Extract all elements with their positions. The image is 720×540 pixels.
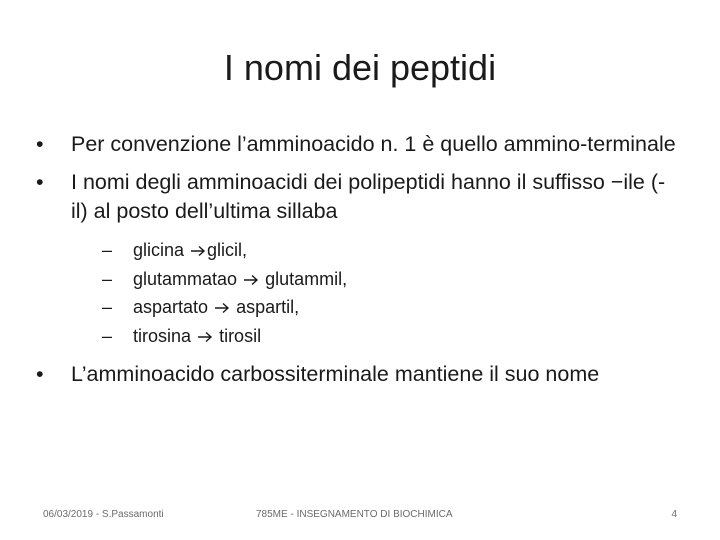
dash-symbol: – xyxy=(102,240,113,260)
right-arrow-icon xyxy=(214,302,230,314)
bullet-text: I nomi degli amminoacidi dei polipeptidi hanno il suffisso −ile (-il) al posto dell’ultima sillaba xyxy=(71,170,666,223)
example-item xyxy=(102,238,676,263)
example-to: glicil, xyxy=(207,240,248,260)
example-from: tirosina xyxy=(133,325,192,346)
example-from: aspartato xyxy=(133,297,209,317)
page-number: 4 xyxy=(671,509,677,520)
slide-content xyxy=(36,130,676,398)
example-list xyxy=(36,238,676,348)
bullet-item xyxy=(36,130,676,159)
dash-symbol: – xyxy=(102,268,113,289)
dash-symbol: – xyxy=(102,325,113,346)
bullet-symbol: • xyxy=(36,170,44,194)
bullet-item xyxy=(36,168,676,226)
bullet-symbol: • xyxy=(36,362,44,386)
example-from: glutammatao xyxy=(133,268,238,289)
right-arrow-icon xyxy=(197,331,213,343)
example-item xyxy=(102,267,676,292)
right-arrow-icon xyxy=(243,274,259,286)
bullet-symbol: • xyxy=(36,132,44,156)
example-to: aspartil, xyxy=(236,297,300,317)
slide-title: I nomi dei peptidi xyxy=(223,47,497,88)
example-to: tirosil xyxy=(219,325,262,346)
dash-symbol: – xyxy=(102,297,113,317)
example-to: glutammil, xyxy=(265,268,348,289)
footer-date: 06/03/2019 - S.Passamonti xyxy=(43,509,164,520)
bullet-text: Per convenzione l’amminoacido n. 1 è quello ammino-terminale xyxy=(71,132,676,156)
footer-course: 785ME - INSEGNAMENTO DI BIOCHIMICA xyxy=(256,509,453,520)
example-from: glicina xyxy=(133,240,185,260)
bullet-text: L’amminoacido carbossiterminale mantiene il suo nome xyxy=(71,362,600,386)
bullet-item xyxy=(36,360,676,389)
right-arrow-icon xyxy=(190,245,206,257)
example-item xyxy=(102,324,676,349)
example-item xyxy=(102,295,676,320)
